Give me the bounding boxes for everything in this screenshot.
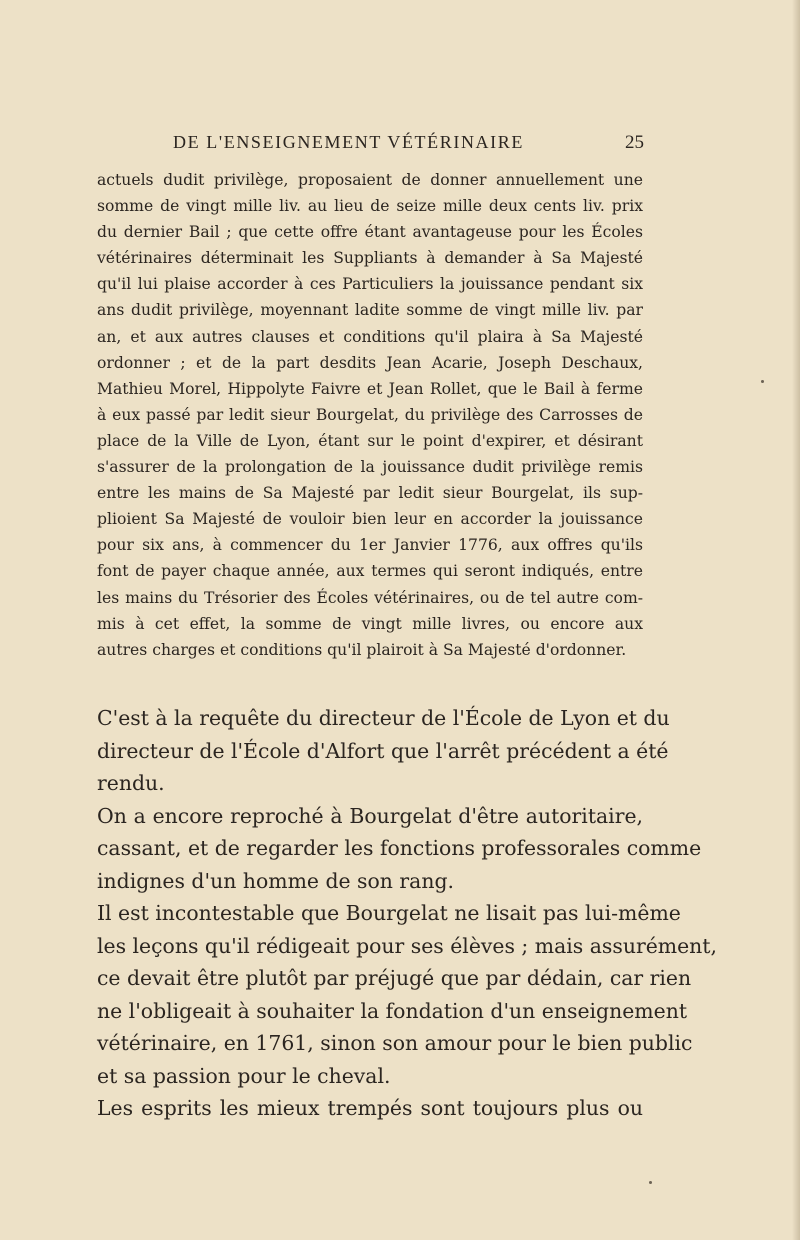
page-header [170, 132, 650, 158]
quote-line: s'assurer de la prolongation de la jouissance dudit privilège remis [97, 458, 643, 477]
quote-line: somme de vingt mille liv. au lieu de seize mille deux cents liv. prix [97, 197, 643, 216]
paper-speck [761, 380, 764, 383]
body-line: Les esprits les mieux trempés sont toujours plus ou [97, 1096, 643, 1120]
body-line: C'est à la requête du directeur de l'École de Lyon et du [97, 706, 670, 730]
quote-line: Mathieu Morel, Hippolyte Faivre et Jean Rollet, que le Bail à ferme [97, 379, 643, 398]
quote-line: les mains du Trésorier des Écoles vétérinaires, ou de tel autre com- [97, 588, 643, 607]
quote-line: du dernier Bail ; que cette offre étant avantageuse pour les Écoles [97, 223, 643, 242]
body-line: ce devait être plutôt par préjugé que par dédain, car rien [97, 966, 692, 990]
quote-line: plioient Sa Majesté de vouloir bien leur en accorder la jouissance [97, 510, 643, 529]
quote-line: pour six ans, à commencer du 1er Janvier 1776, aux offres qu'ils [97, 536, 643, 555]
body-line: indignes d'un homme de son rang. [97, 868, 454, 893]
page-edge-shadow [792, 0, 800, 1240]
body-line: vétérinaire, en 1761, sinon son amour pour le bien public [97, 1031, 693, 1055]
body-line: directeur de l'École d'Alfort que l'arrêt précédent a été [97, 738, 669, 763]
quote-line: mis à cet effet, la somme de vingt mille livres, ou encore aux [97, 614, 643, 633]
quote-line: an, et aux autres clauses et conditions qu'il plaira à Sa Majesté [97, 327, 643, 346]
body-line: cassant, et de regarder les fonctions professorales comme [97, 836, 702, 860]
body-line: On a encore reproché à Bourgelat d'être autoritaire, [97, 803, 643, 828]
quote-line: qu'il lui plaise accorder à ces Particuliers la jouissance pendant six [97, 275, 643, 294]
quote-line: vétérinaires déterminait les Suppliants à demander à Sa Majesté [97, 249, 643, 268]
quote-line: place de la Ville de Lyon, étant sur le point d'expirer, et désirant [97, 431, 643, 450]
body-text [97, 702, 717, 1125]
quote-line: ans dudit privilège, moyennant ladite somme de vingt mille liv. par [97, 301, 643, 320]
quote-line: actuels dudit privilège, proposaient de donner annuellement une [97, 171, 643, 189]
page-number: 25 [625, 132, 644, 153]
quote-line: à eux passé par ledit sieur Bourgelat, du privilège des Carrosses de [97, 405, 643, 424]
paper-speck [649, 1181, 652, 1184]
body-line: les leçons qu'il rédigeait pour ses élèves ; mais assurément, [97, 933, 717, 958]
quote-line: ordonner ; et de la part desdits Jean Acarie, Joseph Deschaux, [97, 353, 643, 372]
body-line: Il est incontestable que Bourgelat ne lisait pas lui-même [97, 901, 681, 925]
quote-line: entre les mains de Sa Majesté par ledit sieur Bourgelat, ils sup- [97, 484, 643, 503]
quote-line: font de payer chaque année, aux termes qui seront indiqués, entre [97, 562, 643, 581]
body-line: et sa passion pour le cheval. [97, 1063, 391, 1088]
quote-line: autres charges et conditions qu'il plairoit à Sa Majesté d'ordonner. [97, 640, 627, 659]
quoted-decree-block [97, 167, 643, 663]
running-title: DE L'ENSEIGNEMENT VÉTÉRINAIRE [173, 132, 524, 152]
body-line: rendu. [97, 771, 165, 795]
body-line: ne l'obligeait à souhaiter la fondation d'un enseignement [97, 998, 688, 1023]
